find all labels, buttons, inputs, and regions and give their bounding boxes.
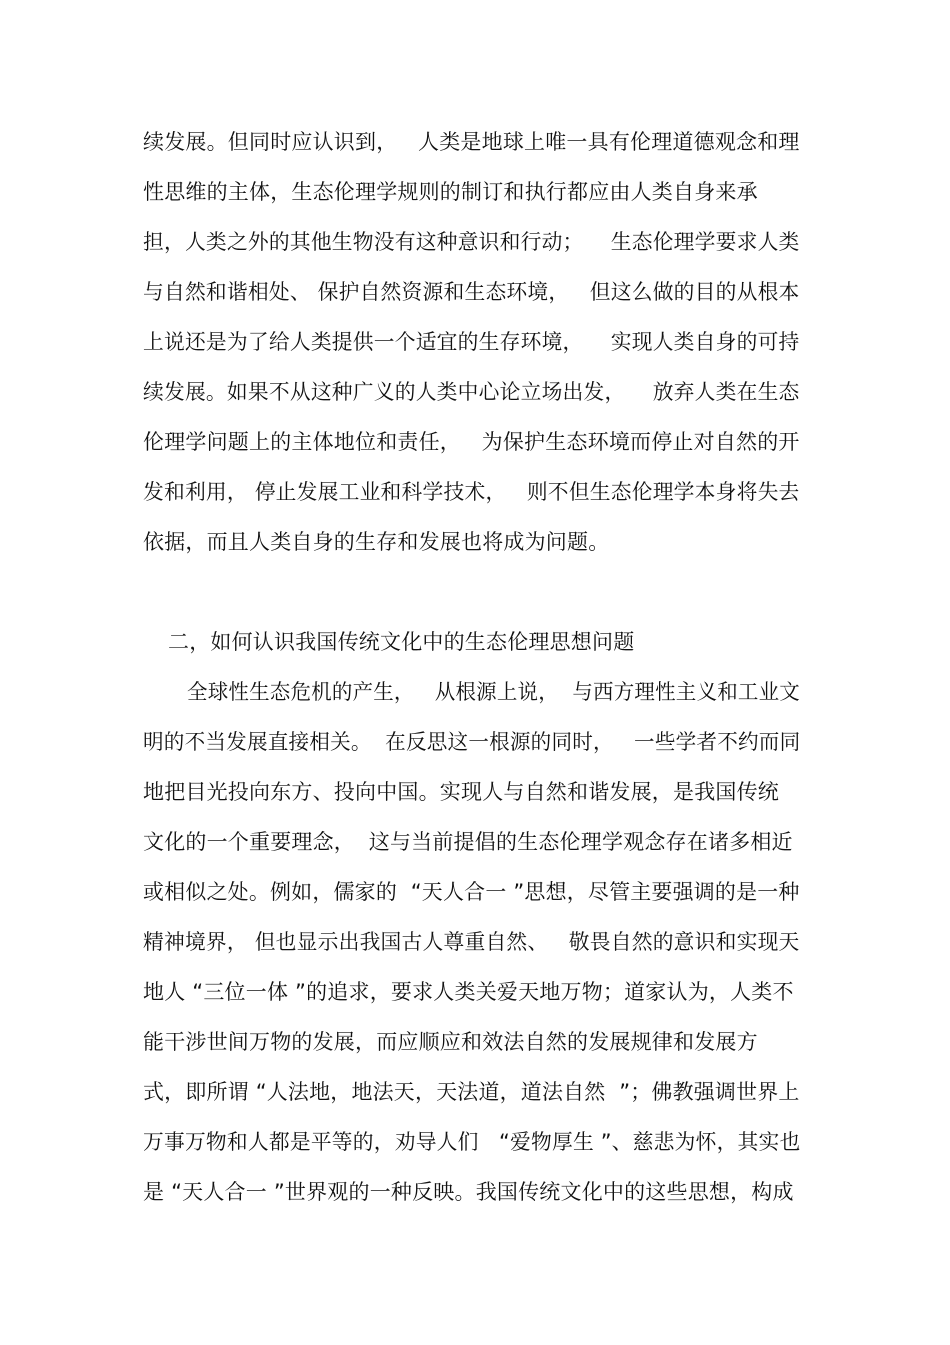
paragraph-1-line: 上说还是为了给人类提供一个适宜的生存环境， 实现人类自身的可持 xyxy=(143,330,800,354)
paragraph-1-line: 伦理学问题上的主体地位和责任， 为保护生态环境而停止对自然的开 xyxy=(143,430,800,454)
paragraph-1-line: 发和利用， 停止发展工业和科学技术， 则不但生态伦理学本身将失去 xyxy=(143,480,800,504)
paragraph-1-line: 依据，而且人类自身的生存和发展也将成为问题。 xyxy=(143,530,610,554)
paragraph-2-line: 文化的一个重要理念， 这与当前提倡的生态伦理学观念存在诸多相近 xyxy=(143,830,793,854)
paragraph-2-line: 全球性生态危机的产生， 从根源上说， 与西方理性主义和工业文 xyxy=(187,680,800,704)
paragraph-1-line: 与自然和谐相处、 保护自然资源和生态环境， 但这么做的目的从根本 xyxy=(143,280,800,304)
paragraph-2-line: 精神境界， 但也显示出我国古人尊重自然、 敬畏自然的意识和实现天 xyxy=(143,930,800,954)
section-heading: 二，如何认识我国传统文化中的生态伦理思想问题 xyxy=(168,630,635,654)
paragraph-2-line: 万事万物和人都是平等的，劝导人们 “爱物厚生 ”、慈悲为怀，其实也 xyxy=(143,1130,801,1154)
paragraph-2-line: 是 “天人合一 ”世界观的一种反映。我国传统文化中的这些思想，构成 xyxy=(143,1180,794,1204)
paragraph-1-line: 性思维的主体，生态伦理学规则的制订和执行都应由人类自身来承 xyxy=(143,180,758,204)
paragraph-2-line: 能干涉世间万物的发展，而应顺应和效法自然的发展规律和发展方 xyxy=(143,1030,758,1054)
paragraph-1-line: 续发展。但同时应认识到， 人类是地球上唯一具有伦理道德观念和理 xyxy=(143,130,800,154)
paragraph-2-line: 地把目光投向东方、投向中国。实现人与自然和谐发展，是我国传统 xyxy=(143,780,779,804)
paragraph-2-line: 明的不当发展直接相关。 在反思这一根源的同时， 一些学者不约而同 xyxy=(143,730,801,754)
paragraph-1-line: 担，人类之外的其他生物没有这种意识和行动； 生态伦理学要求人类 xyxy=(143,230,800,254)
paragraph-2-line: 地人 “三位一体 ”的追求，要求人类关爱天地万物；道家认为，人类不 xyxy=(143,980,794,1004)
paragraph-2-line: 或相似之处。例如，儒家的 “天人合一 ”思想，尽管主要强调的是一种 xyxy=(143,880,800,904)
paragraph-1-line: 续发展。如果不从这种广义的人类中心论立场出发， 放弃人类在生态 xyxy=(143,380,800,404)
paragraph-2-line: 式，即所谓 “人法地，地法天，天法道，道法自然 ”；佛教强调世界上 xyxy=(143,1080,800,1104)
